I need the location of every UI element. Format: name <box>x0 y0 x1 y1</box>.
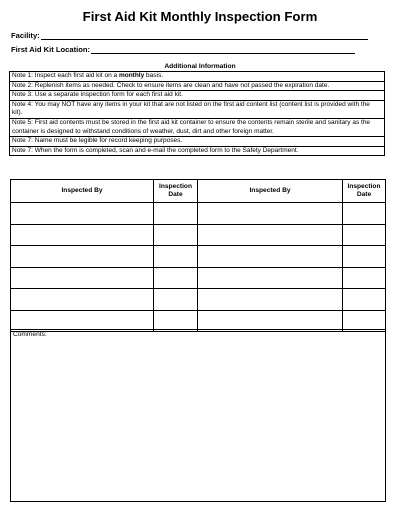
note-cell: Note 4: You may NOT have any items in your kit that are not listed on the first aid content list (content list is provided with the kit). <box>10 100 385 118</box>
inspected-by-cell[interactable] <box>198 289 343 311</box>
note-cell: Note 2: Replenish items as needed. Check to ensure items are clean and have not passed the expiration date. <box>10 81 385 91</box>
note-row <box>10 91 385 101</box>
inspected-by-cell[interactable] <box>11 289 154 311</box>
header-inspected-by: Inspected By <box>198 180 343 203</box>
note-cell: Note 5: First aid contents must be stored in the first aid kit container to ensure the contents remain sterile and sanitary as the container is designed to withstand conditions of weather, dust, dirt and other foreign matter. <box>10 118 385 136</box>
inspection-date-cell[interactable] <box>154 224 198 246</box>
inspection-header-row <box>11 180 386 203</box>
inspection-date-cell[interactable] <box>343 224 386 246</box>
note-row <box>10 100 385 118</box>
note-cell: Note 7: When the form is completed, scan and e-mail the completed form to the Safety Department. <box>10 146 385 156</box>
inspection-row <box>11 203 386 225</box>
location-field[interactable] <box>91 46 355 54</box>
inspection-date-cell[interactable] <box>343 246 386 268</box>
comments-box[interactable] <box>10 329 386 502</box>
inspection-date-cell[interactable] <box>154 203 198 225</box>
note-row <box>10 137 385 147</box>
inspection-row <box>11 267 386 289</box>
inspection-row <box>11 246 386 268</box>
inspection-row <box>11 224 386 246</box>
note-row <box>10 146 385 156</box>
inspected-by-cell[interactable] <box>198 224 343 246</box>
inspection-date-cell[interactable] <box>154 246 198 268</box>
note-cell: Note 1: Inspect each first aid kit on a monthly basis. <box>10 72 385 82</box>
comments-label: Comments: <box>13 331 47 338</box>
inspected-by-cell[interactable] <box>11 224 154 246</box>
inspection-table <box>10 179 386 332</box>
note-row <box>10 81 385 91</box>
header-inspection-date: Inspection Date <box>343 180 386 203</box>
inspected-by-cell[interactable] <box>198 203 343 225</box>
facility-field[interactable] <box>41 32 368 40</box>
inspection-date-cell[interactable] <box>343 203 386 225</box>
inspection-row <box>11 289 386 311</box>
header-inspected-by: Inspected By <box>11 180 154 203</box>
facility-label: Facility: <box>11 31 40 40</box>
inspection-date-cell[interactable] <box>154 289 198 311</box>
inspected-by-cell[interactable] <box>198 246 343 268</box>
inspection-date-cell[interactable] <box>343 289 386 311</box>
header-inspection-date: Inspection Date <box>154 180 198 203</box>
note-cell: Note 7: Name must be legible for record keeping purposes. <box>10 137 385 147</box>
form-title: First Aid Kit Monthly Inspection Form <box>82 9 318 24</box>
note-cell: Note 3: Use a separate inspection form for each first aid kit. <box>10 91 385 101</box>
inspected-by-cell[interactable] <box>11 203 154 225</box>
inspection-date-cell[interactable] <box>154 267 198 289</box>
additional-info-title: Additional Information <box>164 63 236 70</box>
notes-table <box>9 71 385 156</box>
inspection-date-cell[interactable] <box>343 267 386 289</box>
location-label: First Aid Kit Location: <box>11 45 91 54</box>
inspected-by-cell[interactable] <box>11 267 154 289</box>
inspected-by-cell[interactable] <box>198 267 343 289</box>
inspected-by-cell[interactable] <box>11 246 154 268</box>
note-row <box>10 118 385 136</box>
note-row <box>10 72 385 82</box>
location-row <box>11 45 355 54</box>
facility-row <box>11 31 368 40</box>
